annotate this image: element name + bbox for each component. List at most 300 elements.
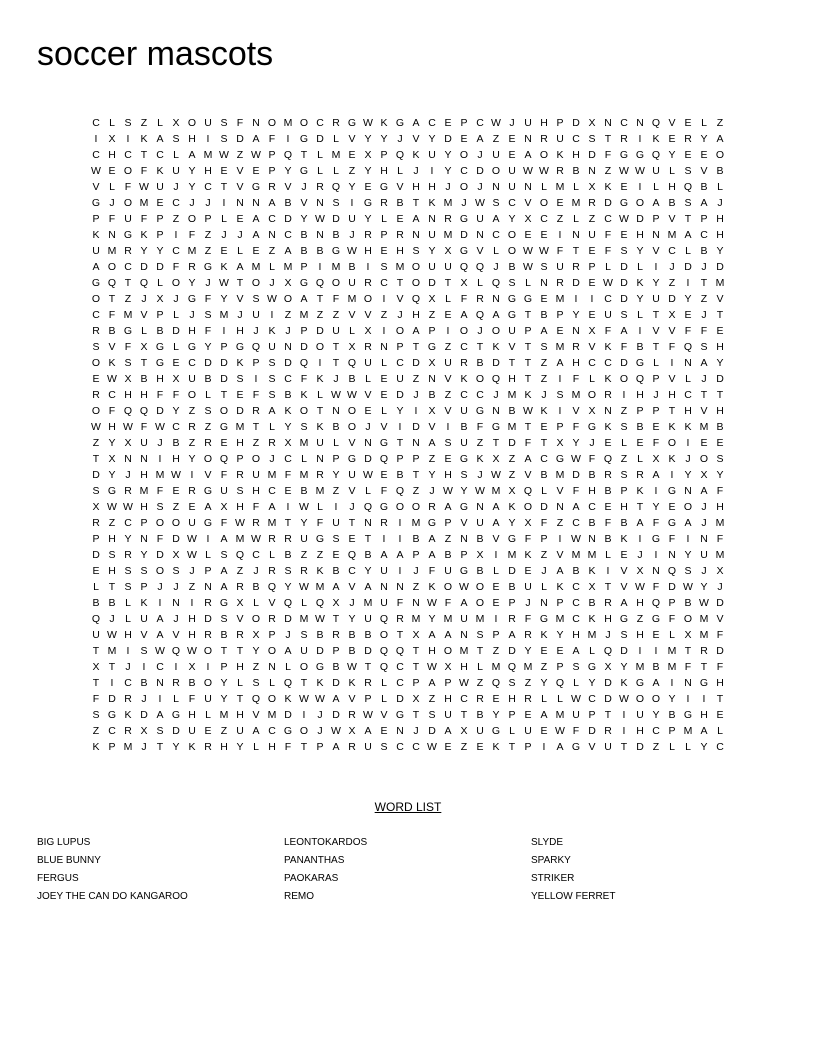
grid-letter: M xyxy=(331,149,341,161)
grid-letter: Z xyxy=(204,229,212,241)
grid-letter: D xyxy=(300,341,308,353)
grid-letter: W xyxy=(347,245,357,257)
grid-letter: E xyxy=(700,149,708,161)
grid-letter: I xyxy=(350,197,354,209)
grid-letter: Z xyxy=(620,405,628,417)
grid-letter: Y xyxy=(652,501,660,513)
grid-letter: N xyxy=(684,485,692,497)
grid-letter: T xyxy=(684,645,692,657)
grid-letter: L xyxy=(333,165,339,177)
grid-letter: W xyxy=(219,149,229,161)
word-list-item: BLUE BUNNY xyxy=(37,855,101,866)
grid-letter: A xyxy=(684,229,692,241)
grid-letter: A xyxy=(460,309,468,321)
grid-letter: P xyxy=(268,149,276,161)
grid-letter: L xyxy=(653,181,659,193)
grid-letter: E xyxy=(252,245,260,257)
grid-letter: B xyxy=(332,565,340,577)
grid-letter: D xyxy=(140,261,148,273)
grid-letter: U xyxy=(188,517,196,529)
grid-letter: S xyxy=(92,341,100,353)
grid-letter: A xyxy=(476,133,484,145)
grid-letter: T xyxy=(716,309,724,321)
grid-letter: E xyxy=(444,741,452,753)
grid-letter: V xyxy=(236,293,244,305)
grid-letter: Y xyxy=(684,469,692,481)
grid-letter: O xyxy=(347,421,357,433)
grid-letter: C xyxy=(396,357,404,369)
grid-letter: C xyxy=(460,165,468,177)
grid-letter: F xyxy=(172,261,180,273)
grid-letter: Q xyxy=(379,661,389,673)
grid-letter: K xyxy=(188,741,196,753)
grid-letter: L xyxy=(541,693,547,705)
grid-letter: U xyxy=(156,181,164,193)
grid-letter: W xyxy=(363,709,373,721)
grid-letter: K xyxy=(652,133,660,145)
grid-letter: Q xyxy=(219,453,229,465)
grid-letter: R xyxy=(316,469,324,481)
grid-letter: W xyxy=(571,453,581,465)
grid-letter: P xyxy=(156,309,164,321)
grid-letter: F xyxy=(124,181,132,193)
grid-letter: M xyxy=(315,581,325,593)
grid-row xyxy=(88,579,728,595)
grid-letter: W xyxy=(347,389,357,401)
grid-letter: F xyxy=(92,693,100,705)
grid-letter: E xyxy=(252,165,260,177)
grid-letter: X xyxy=(588,181,596,193)
grid-letter: R xyxy=(332,117,340,129)
grid-letter: B xyxy=(348,629,356,641)
grid-letter: F xyxy=(604,245,612,257)
grid-letter: H xyxy=(572,357,580,369)
grid-letter: Y xyxy=(444,165,452,177)
grid-letter: E xyxy=(652,421,660,433)
grid-letter: E xyxy=(684,149,692,161)
grid-letter: F xyxy=(156,485,164,497)
grid-row xyxy=(88,499,728,515)
grid-letter: A xyxy=(300,293,308,305)
grid-letter: V xyxy=(620,581,628,593)
grid-letter: C xyxy=(652,725,660,737)
grid-letter: X xyxy=(284,437,292,449)
grid-letter: M xyxy=(299,437,309,449)
grid-letter: F xyxy=(604,229,612,241)
grid-letter: C xyxy=(92,117,100,129)
grid-letter: M xyxy=(443,197,453,209)
grid-letter: X xyxy=(364,149,372,161)
grid-letter: V xyxy=(652,325,660,337)
grid-row xyxy=(88,723,728,739)
grid-letter: A xyxy=(220,581,228,593)
grid-letter: K xyxy=(412,149,420,161)
grid-letter: T xyxy=(220,181,228,193)
grid-letter: R xyxy=(460,357,468,369)
grid-letter: H xyxy=(716,341,724,353)
grid-letter: T xyxy=(412,709,420,721)
grid-letter: C xyxy=(380,277,388,289)
grid-letter: Z xyxy=(172,213,180,225)
grid-letter: S xyxy=(540,261,548,273)
grid-letter: S xyxy=(620,469,628,481)
grid-letter: K xyxy=(220,261,228,273)
grid-letter: E xyxy=(236,389,244,401)
grid-letter: I xyxy=(542,741,546,753)
grid-letter: T xyxy=(524,341,532,353)
grid-letter: K xyxy=(604,181,612,193)
grid-letter: Y xyxy=(636,293,644,305)
grid-letter: D xyxy=(284,613,292,625)
grid-letter: A xyxy=(188,149,196,161)
grid-letter: G xyxy=(219,597,229,609)
grid-letter: J xyxy=(429,485,435,497)
grid-letter: I xyxy=(558,229,562,241)
grid-letter: G xyxy=(427,517,437,529)
grid-letter: D xyxy=(716,645,724,657)
grid-letter: H xyxy=(140,389,148,401)
grid-letter: G xyxy=(459,565,469,577)
grid-letter: R xyxy=(572,261,580,273)
grid-letter: O xyxy=(491,325,501,337)
grid-letter: W xyxy=(683,581,693,593)
grid-letter: G xyxy=(619,149,629,161)
grid-letter: O xyxy=(187,389,197,401)
grid-letter: Z xyxy=(316,309,324,321)
grid-letter: Z xyxy=(124,293,132,305)
grid-letter: M xyxy=(491,485,501,497)
grid-letter: W xyxy=(427,661,437,673)
grid-letter: A xyxy=(156,709,164,721)
grid-letter: T xyxy=(604,133,612,145)
grid-letter: D xyxy=(508,437,516,449)
grid-letter: B xyxy=(604,533,612,545)
grid-letter: I xyxy=(622,709,626,721)
grid-letter: P xyxy=(140,581,148,593)
grid-letter: J xyxy=(349,229,355,241)
grid-letter: A xyxy=(156,613,164,625)
grid-letter: A xyxy=(332,693,340,705)
grid-letter: V xyxy=(524,197,532,209)
grid-letter: D xyxy=(156,405,164,417)
grid-letter: T xyxy=(412,469,420,481)
grid-letter: I xyxy=(382,533,386,545)
grid-letter: L xyxy=(173,693,179,705)
grid-letter: S xyxy=(508,277,516,289)
grid-letter: U xyxy=(204,117,212,129)
grid-row xyxy=(88,227,728,243)
grid-letter: U xyxy=(332,517,340,529)
grid-letter: A xyxy=(572,645,580,657)
grid-letter: V xyxy=(668,117,676,129)
grid-letter: L xyxy=(669,629,675,641)
grid-letter: H xyxy=(188,629,196,641)
grid-letter: U xyxy=(524,725,532,737)
grid-letter: J xyxy=(477,149,483,161)
grid-letter: H xyxy=(252,485,260,497)
grid-letter: Y xyxy=(172,405,180,417)
grid-letter: Y xyxy=(700,133,708,145)
grid-letter: W xyxy=(187,645,197,657)
grid-letter: V xyxy=(236,613,244,625)
grid-letter: T xyxy=(716,693,724,705)
grid-letter: S xyxy=(284,565,292,577)
grid-letter: D xyxy=(220,357,228,369)
grid-letter: X xyxy=(604,661,612,673)
word-list-item: PANANTHAS xyxy=(284,855,345,866)
grid-letter: I xyxy=(222,197,226,209)
grid-letter: O xyxy=(91,405,101,417)
grid-letter: J xyxy=(125,469,131,481)
grid-letter: N xyxy=(572,229,580,241)
grid-letter: C xyxy=(684,389,692,401)
grid-letter: P xyxy=(204,213,212,225)
grid-letter: S xyxy=(140,565,148,577)
grid-letter: T xyxy=(524,373,532,385)
grid-letter: I xyxy=(366,261,370,273)
grid-letter: V xyxy=(172,629,180,641)
grid-letter: F xyxy=(156,533,164,545)
grid-letter: P xyxy=(444,517,452,529)
grid-letter: Q xyxy=(475,309,485,321)
grid-letter: S xyxy=(556,389,564,401)
grid-letter: S xyxy=(428,709,436,721)
grid-letter: G xyxy=(91,277,101,289)
grid-letter: H xyxy=(236,661,244,673)
grid-letter: H xyxy=(636,389,644,401)
grid-letter: X xyxy=(524,213,532,225)
grid-letter: B xyxy=(476,565,484,577)
grid-letter: B xyxy=(92,597,100,609)
grid-letter: K xyxy=(540,405,548,417)
grid-letter: B xyxy=(476,709,484,721)
grid-letter: G xyxy=(203,485,213,497)
grid-letter: A xyxy=(556,741,564,753)
grid-row xyxy=(88,243,728,259)
grid-letter: Z xyxy=(444,533,452,545)
grid-letter: R xyxy=(124,693,132,705)
grid-letter: L xyxy=(157,277,163,289)
grid-letter: F xyxy=(396,597,404,609)
grid-letter: U xyxy=(428,261,436,273)
grid-letter: A xyxy=(364,725,372,737)
grid-letter: A xyxy=(204,501,212,513)
grid-letter: X xyxy=(92,661,100,673)
grid-letter: C xyxy=(108,389,116,401)
grid-letter: Z xyxy=(92,437,100,449)
grid-letter: Z xyxy=(236,565,244,577)
grid-letter: D xyxy=(172,325,180,337)
grid-letter: Y xyxy=(684,293,692,305)
grid-letter: G xyxy=(651,613,661,625)
grid-letter: D xyxy=(716,597,724,609)
grid-letter: T xyxy=(156,741,164,753)
grid-letter: Y xyxy=(348,613,356,625)
grid-letter: M xyxy=(683,725,693,737)
grid-letter: I xyxy=(654,549,658,561)
grid-letter: E xyxy=(604,437,612,449)
grid-letter: B xyxy=(332,421,340,433)
grid-letter: Q xyxy=(107,277,117,289)
grid-letter: X xyxy=(412,629,420,641)
grid-letter: Z xyxy=(716,117,724,129)
grid-letter: U xyxy=(252,309,260,321)
grid-letter: H xyxy=(700,709,708,721)
grid-letter: O xyxy=(491,165,501,177)
grid-letter: T xyxy=(332,613,340,625)
grid-letter: F xyxy=(604,149,612,161)
grid-letter: T xyxy=(620,741,628,753)
grid-letter: N xyxy=(204,581,212,593)
grid-letter: W xyxy=(523,405,533,417)
grid-letter: L xyxy=(445,293,451,305)
grid-letter: T xyxy=(700,277,708,289)
grid-letter: Z xyxy=(588,213,596,225)
grid-letter: T xyxy=(716,389,724,401)
grid-letter: V xyxy=(588,341,596,353)
grid-letter: M xyxy=(507,421,517,433)
grid-letter: J xyxy=(157,581,163,593)
grid-letter: Z xyxy=(652,741,660,753)
grid-letter: D xyxy=(508,645,516,657)
grid-letter: C xyxy=(620,117,628,129)
grid-letter: K xyxy=(492,741,500,753)
grid-letter: P xyxy=(92,533,100,545)
grid-letter: P xyxy=(524,741,532,753)
grid-letter: H xyxy=(716,501,724,513)
grid-letter: X xyxy=(588,581,596,593)
grid-letter: M xyxy=(507,389,517,401)
grid-letter: T xyxy=(220,645,228,657)
grid-letter: Q xyxy=(283,149,293,161)
grid-letter: L xyxy=(317,501,323,513)
grid-letter: J xyxy=(685,453,691,465)
grid-letter: C xyxy=(572,581,580,593)
grid-letter: F xyxy=(204,325,212,337)
grid-letter: A xyxy=(412,325,420,337)
grid-letter: E xyxy=(348,149,356,161)
grid-row xyxy=(88,195,728,211)
grid-letter: M xyxy=(555,469,565,481)
grid-letter: S xyxy=(716,453,724,465)
grid-letter: Z xyxy=(476,437,484,449)
grid-letter: T xyxy=(652,309,660,321)
grid-letter: S xyxy=(588,133,596,145)
grid-letter: L xyxy=(125,597,131,609)
grid-letter: R xyxy=(92,389,100,401)
grid-letter: W xyxy=(91,421,101,433)
grid-letter: C xyxy=(460,341,468,353)
grid-letter: R xyxy=(524,629,532,641)
grid-letter: U xyxy=(492,149,500,161)
grid-letter: Z xyxy=(556,213,564,225)
grid-letter: I xyxy=(590,293,594,305)
grid-letter: Y xyxy=(348,181,356,193)
grid-row xyxy=(88,355,728,371)
grid-letter: F xyxy=(572,485,580,497)
grid-letter: X xyxy=(428,405,436,417)
grid-letter: Q xyxy=(603,453,613,465)
grid-letter: T xyxy=(604,709,612,721)
grid-letter: I xyxy=(254,373,258,385)
grid-letter: E xyxy=(188,501,196,513)
grid-letter: O xyxy=(203,453,213,465)
grid-letter: T xyxy=(348,517,356,529)
grid-letter: H xyxy=(668,181,676,193)
grid-letter: R xyxy=(236,581,244,593)
grid-letter: C xyxy=(316,117,324,129)
grid-letter: Q xyxy=(603,645,613,657)
grid-letter: H xyxy=(620,501,628,513)
grid-letter: F xyxy=(540,517,548,529)
grid-letter: V xyxy=(700,405,708,417)
grid-letter: G xyxy=(347,453,357,465)
grid-letter: Q xyxy=(251,341,261,353)
grid-letter: P xyxy=(524,325,532,337)
grid-letter: E xyxy=(620,181,628,193)
grid-letter: N xyxy=(252,197,260,209)
grid-letter: O xyxy=(395,501,405,513)
grid-letter: N xyxy=(492,405,500,417)
grid-letter: L xyxy=(173,341,179,353)
grid-letter: R xyxy=(620,133,628,145)
grid-letter: U xyxy=(588,229,596,241)
word-list-item: YELLOW FERRET xyxy=(531,891,616,902)
grid-letter: W xyxy=(619,693,629,705)
grid-letter: A xyxy=(652,677,660,689)
grid-letter: Q xyxy=(651,149,661,161)
grid-letter: M xyxy=(699,421,709,433)
grid-letter: G xyxy=(523,293,533,305)
grid-letter: Z xyxy=(604,165,612,177)
grid-letter: H xyxy=(156,373,164,385)
grid-letter: K xyxy=(588,565,596,577)
grid-letter: G xyxy=(347,117,357,129)
grid-letter: U xyxy=(300,645,308,657)
grid-row xyxy=(88,419,728,435)
word-list-item: PAOKARAS xyxy=(284,873,339,884)
grid-letter: Z xyxy=(332,485,340,497)
grid-letter: D xyxy=(716,261,724,273)
grid-letter: D xyxy=(620,357,628,369)
grid-letter: F xyxy=(380,485,388,497)
grid-letter: K xyxy=(620,533,628,545)
grid-letter: U xyxy=(556,133,564,145)
grid-letter: I xyxy=(318,357,322,369)
grid-letter: T xyxy=(92,453,100,465)
grid-letter: N xyxy=(236,197,244,209)
grid-letter: I xyxy=(158,693,162,705)
grid-letter: W xyxy=(91,165,101,177)
grid-letter: B xyxy=(348,645,356,657)
grid-letter: K xyxy=(428,197,436,209)
grid-letter: G xyxy=(619,613,629,625)
grid-letter: A xyxy=(412,117,420,129)
grid-letter: T xyxy=(108,661,116,673)
grid-letter: B xyxy=(700,181,708,193)
grid-letter: P xyxy=(492,629,500,641)
grid-letter: T xyxy=(364,661,372,673)
grid-letter: Y xyxy=(108,469,116,481)
grid-letter: O xyxy=(411,501,421,513)
grid-letter: P xyxy=(156,213,164,225)
grid-letter: D xyxy=(508,565,516,577)
grid-letter: I xyxy=(702,693,706,705)
grid-letter: C xyxy=(492,229,500,241)
grid-letter: X xyxy=(476,549,484,561)
grid-letter: R xyxy=(476,693,484,705)
grid-letter: I xyxy=(446,325,450,337)
